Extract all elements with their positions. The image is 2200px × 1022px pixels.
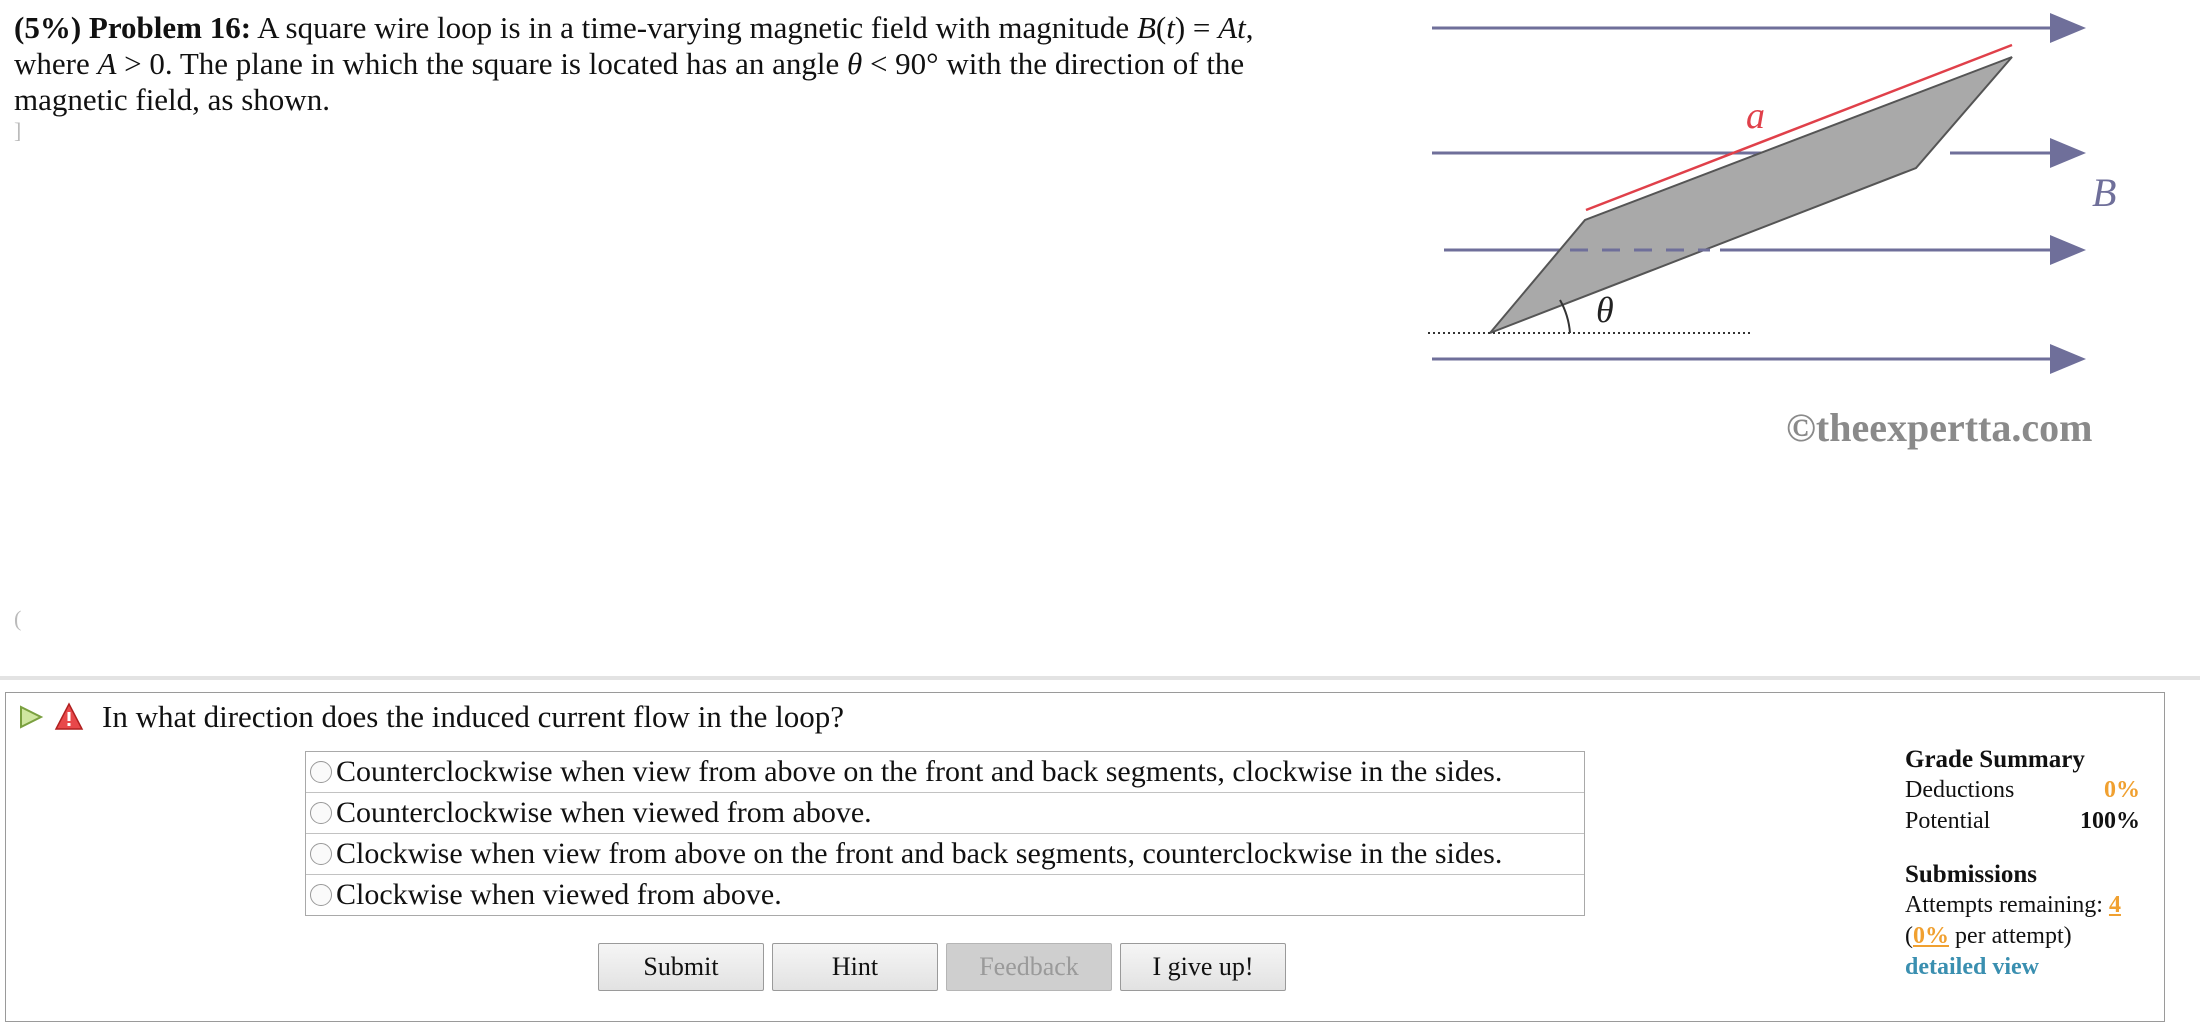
- per-open: (: [1905, 923, 1913, 949]
- potential-label: Potential: [1905, 808, 1991, 834]
- deductions-label: Deductions: [1905, 777, 2015, 803]
- attempts-row: [1905, 890, 2140, 921]
- radio-button[interactable]: [310, 843, 332, 865]
- magnetic-field-figure: [1420, 0, 2160, 420]
- give-up-button[interactable]: I give up!: [1120, 943, 1286, 991]
- submissions-title: Submissions: [1905, 861, 2038, 888]
- answer-options: [305, 751, 1585, 916]
- submit-button[interactable]: Submit: [598, 943, 764, 991]
- problem-label: Problem 16:: [88, 10, 252, 45]
- detailed-view-link[interactable]: detailed view: [1905, 954, 2039, 980]
- problem-text-2: ,: [1245, 10, 1254, 45]
- hint-button[interactable]: Hint: [772, 943, 938, 991]
- potential-value: 100%: [2080, 808, 2140, 834]
- label-theta: θ: [1596, 290, 1614, 330]
- formula-b: B: [1136, 10, 1156, 45]
- label-a: a: [1746, 95, 1765, 137]
- option-label: Clockwise when view from above on the front and back segments, counterclockwise in the sides.: [336, 837, 1503, 870]
- line2-post: < 90° with the direction of the: [862, 46, 1245, 81]
- line2-a: A: [97, 46, 117, 81]
- submissions-section: [1905, 859, 2140, 983]
- grade-summary-title: Grade Summary: [1905, 746, 2085, 773]
- radio-button[interactable]: [310, 761, 332, 783]
- per-attempt-row: [1905, 921, 2140, 952]
- formula-a: A: [1218, 10, 1238, 45]
- line2-theta: θ: [846, 46, 863, 81]
- attempts-value: 4: [2108, 892, 2121, 918]
- line2-mid: > 0. The plane in which the square is located has an angle: [116, 46, 847, 81]
- feedback-button: Feedback: [946, 943, 1112, 991]
- question-header: [16, 692, 844, 742]
- attempts-label: Attempts remaining:: [1905, 892, 2109, 918]
- problem-statement: (5%) Problem 16: A square wire loop is in a time-varying magnetic field with magnitude B(t) = At, where A > 0. The plane in which the square is located has an angle θ < 90° with the direction of the magnetic field, as shown.: [14, 10, 1254, 117]
- problem-weight: (5%): [14, 10, 82, 45]
- answer-option-1[interactable]: [306, 752, 1584, 793]
- section-divider: [0, 676, 2200, 680]
- answer-option-2[interactable]: [306, 793, 1584, 834]
- action-buttons: [598, 943, 1286, 991]
- warning-icon: [54, 702, 84, 732]
- option-label: Counterclockwise when viewed from above.: [336, 796, 872, 829]
- label-b: B: [2092, 170, 2117, 215]
- answer-option-4[interactable]: [306, 875, 1584, 915]
- option-label: Clockwise when viewed from above.: [336, 878, 782, 911]
- copyright-credit: ©theexpertta.com: [1786, 405, 2093, 450]
- question-text: In what direction does the induced current flow in the loop?: [102, 699, 845, 734]
- formula-at: t: [1237, 10, 1246, 45]
- answer-option-3[interactable]: [306, 834, 1584, 875]
- formula-eq: ) =: [1174, 10, 1219, 45]
- potential-row: [1905, 806, 2140, 837]
- per-attempt-value: 0%: [1913, 923, 1949, 949]
- deductions-row: [1905, 775, 2140, 806]
- line3: magnetic field, as shown.: [14, 82, 330, 117]
- stray-mark: ]: [14, 118, 22, 143]
- stray-mark-2: (: [14, 606, 22, 631]
- line2-pre: where: [14, 46, 98, 81]
- formula-t: t: [1166, 10, 1175, 45]
- radio-button[interactable]: [310, 884, 332, 906]
- loop-diagram: [1420, 0, 2160, 420]
- per-attempt-label: per attempt): [1949, 923, 2072, 949]
- problem-text-1: A square wire loop is in a time-varying magnetic field with magnitude: [257, 10, 1137, 45]
- grade-summary-panel: [1905, 744, 2140, 983]
- play-icon[interactable]: [16, 702, 46, 732]
- option-label: Counterclockwise when view from above on the front and back segments, clockwise in the sides.: [336, 755, 1503, 788]
- radio-button[interactable]: [310, 802, 332, 824]
- deductions-value: 0%: [2104, 777, 2140, 803]
